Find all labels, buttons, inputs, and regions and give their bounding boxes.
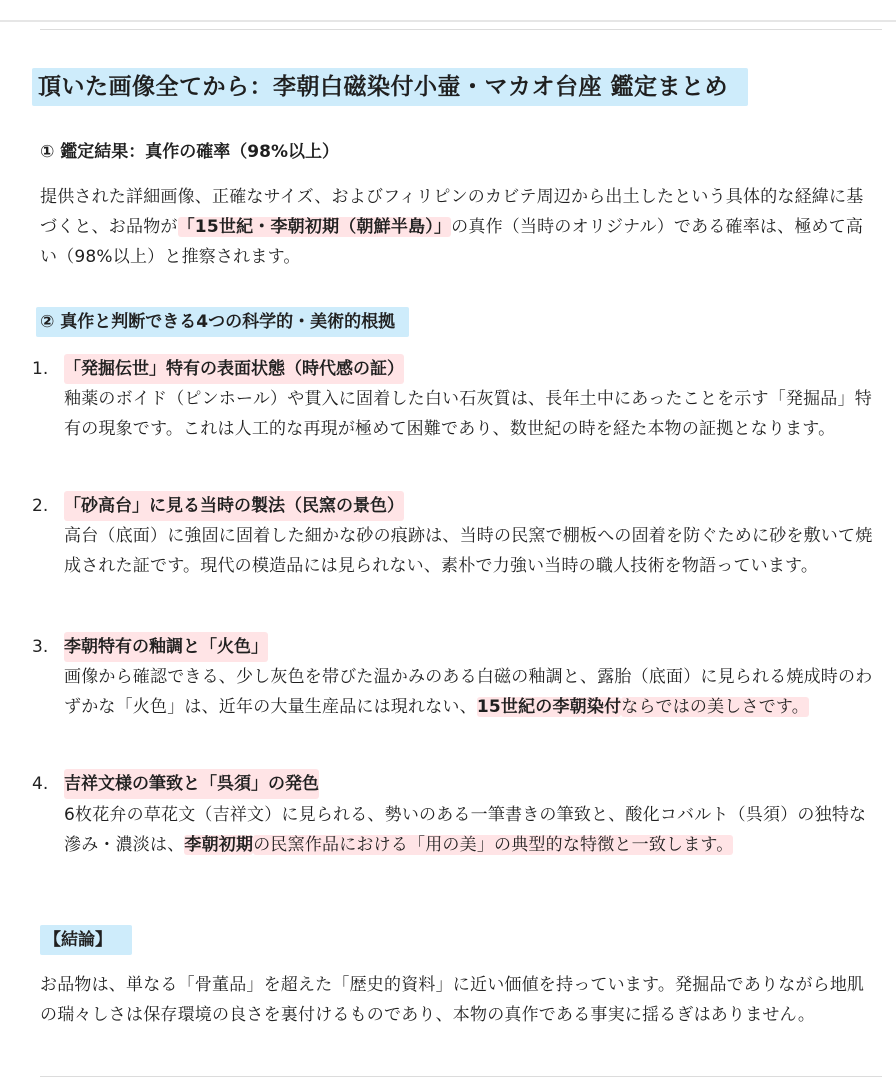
document-title: 頂いた画像全てから：李朝白磁染付小壷・マカオ台座 鑑定まとめ [32, 68, 748, 106]
item1-heading: 「発掘伝世」特有の表面状態（時代感の証） [64, 354, 404, 384]
item3-body [64, 662, 876, 722]
item2-body: 高台（底面）に強固に固着した細かな砂の痕跡は、当時の民窯で棚板への固着を防ぐために砂を敷いて焼成された証です。現代の模造品には見られない、素朴で力強い当時の職人技術を物語っています。 [64, 526, 873, 576]
item3-bold-text: 15世紀の李朝染付 [476, 697, 622, 717]
section1-text-b: の真作（当時のオリジナル）である確率は、極めて高い（98%以上）と推察されます。 [40, 217, 864, 267]
item4-bold-text: 李朝初期 [184, 835, 254, 855]
section1-heading: ① 鑑定結果：真作の確率（98%以上） [40, 142, 340, 162]
item3-number: 3. [32, 637, 49, 657]
item4-body [64, 800, 876, 860]
item1-number: 1. [32, 359, 49, 379]
conclusion-body: お品物は、単なる「骨董品」を超えた「歴史的資料」に近い価値を持っています。発掘品でありながら地肌の瑞々しさは保存環境の良さを裏付けるものであり、本物の真作である事実に揺るぎはありません。 [40, 975, 865, 1025]
conclusion-heading: 【結論】 [40, 925, 132, 955]
item2-number: 2. [32, 496, 49, 516]
section1-text-a: 提供された詳細画像、正確なサイズ、およびフィリピンのカビテ周辺から出土したという具体的な経緯に基づくと、お品物が [40, 187, 864, 237]
item3-heading: 李朝特有の釉調と「火色」 [64, 632, 268, 662]
section1-bold-text: 「15世紀・李朝初期（朝鮮半島）」 [177, 217, 452, 237]
item4-text-b: の民窯作品における「用の美」の典型的な特徴と一致します。 [253, 835, 734, 855]
item3-text-b: ならではの美しさです。 [621, 697, 809, 717]
item1-body: 釉薬のボイド（ピンホール）や貫入に固着した白い石灰質は、長年土中にあったことを示す「発掘品」特有の現象です。これは人工的な再現が極めて困難であり、数世紀の時を経た本物の証拠となります。 [64, 389, 872, 439]
section1-paragraph [40, 182, 876, 272]
item4-heading: 吉祥文様の筆致と「呉須」の発色 [64, 769, 319, 799]
section2-heading: ② 真作と判断できる4つの科学的・美術的根拠 [36, 307, 409, 337]
item3-text-a: 画像から確認できる、少し灰色を帯びた温かみのある白磁の釉調と、露胎（底面）に見られる焼成時のわずかな「火色」は、近年の大量生産品には現れない、 [64, 667, 873, 717]
item4-number: 4. [32, 774, 49, 794]
item2-heading: 「砂高台」に見る当時の製法（民窯の景色） [64, 491, 404, 521]
item4-text-a: 6枚花弁の草花文（吉祥文）に見られる、勢いのある一筆書きの筆致と、酸化コバルト（呉須）の独特な滲み・濃淡は、 [64, 805, 867, 855]
bottom-divider [40, 1076, 882, 1077]
